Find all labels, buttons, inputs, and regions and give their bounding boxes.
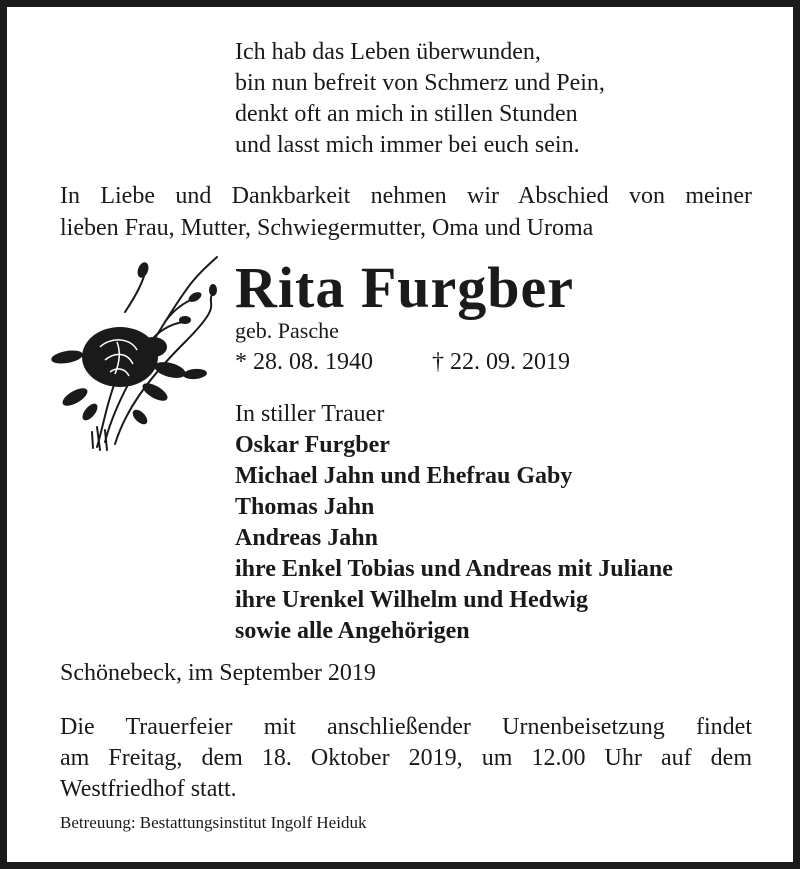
service-line: Die Trauerfeier mit anschließender Urnenbeisetzung findet (60, 714, 752, 740)
mourners-lead: In stiller Trauer (235, 401, 385, 427)
rose-bouquet-icon (45, 252, 223, 457)
intro-line: lieben Frau, Mutter, Schwiegermutter, Oma und Uroma (60, 215, 594, 241)
poem-line: und lasst mich immer bei euch sein. (235, 132, 580, 158)
undertaker-credit: Betreuung: Bestattungsinstitut Ingolf Heiduk (60, 813, 367, 832)
place-and-date: Schönebeck, im September 2019 (60, 660, 376, 686)
mourner-name: sowie alle Angehörigen (235, 618, 470, 644)
service-line: Westfriedhof statt. (60, 776, 237, 802)
mourner-name: ihre Enkel Tobias und Andreas mit Juliane (235, 556, 673, 582)
farewell-intro (60, 180, 752, 244)
service-line: am Freitag, dem 18. Oktober 2019, um 12.00 Uhr auf dem (60, 745, 752, 771)
mourners-list (235, 399, 673, 647)
mourner-name: Michael Jahn und Ehefrau Gaby (235, 463, 573, 489)
intro-line: In Liebe und Dankbarkeit nehmen wir Abschied von meiner (60, 183, 752, 209)
funeral-service-info (60, 712, 752, 805)
birth-name: geb. Pasche (235, 318, 339, 343)
memorial-poem (235, 37, 605, 161)
mourner-name: Andreas Jahn (235, 525, 378, 551)
death-date: † 22. 09. 2019 (432, 349, 570, 375)
deceased-name: Rita Furgber (235, 255, 574, 320)
birth-date: * 28. 08. 1940 (235, 349, 373, 375)
mourner-name: Oskar Furgber (235, 432, 390, 458)
mourner-name: ihre Urenkel Wilhelm und Hedwig (235, 587, 588, 613)
poem-line: bin nun befreit von Schmerz und Pein, (235, 70, 605, 96)
mourner-name: Thomas Jahn (235, 494, 375, 520)
poem-line: denkt oft an mich in stillen Stunden (235, 101, 578, 127)
poem-line: Ich hab das Leben überwunden, (235, 39, 541, 65)
